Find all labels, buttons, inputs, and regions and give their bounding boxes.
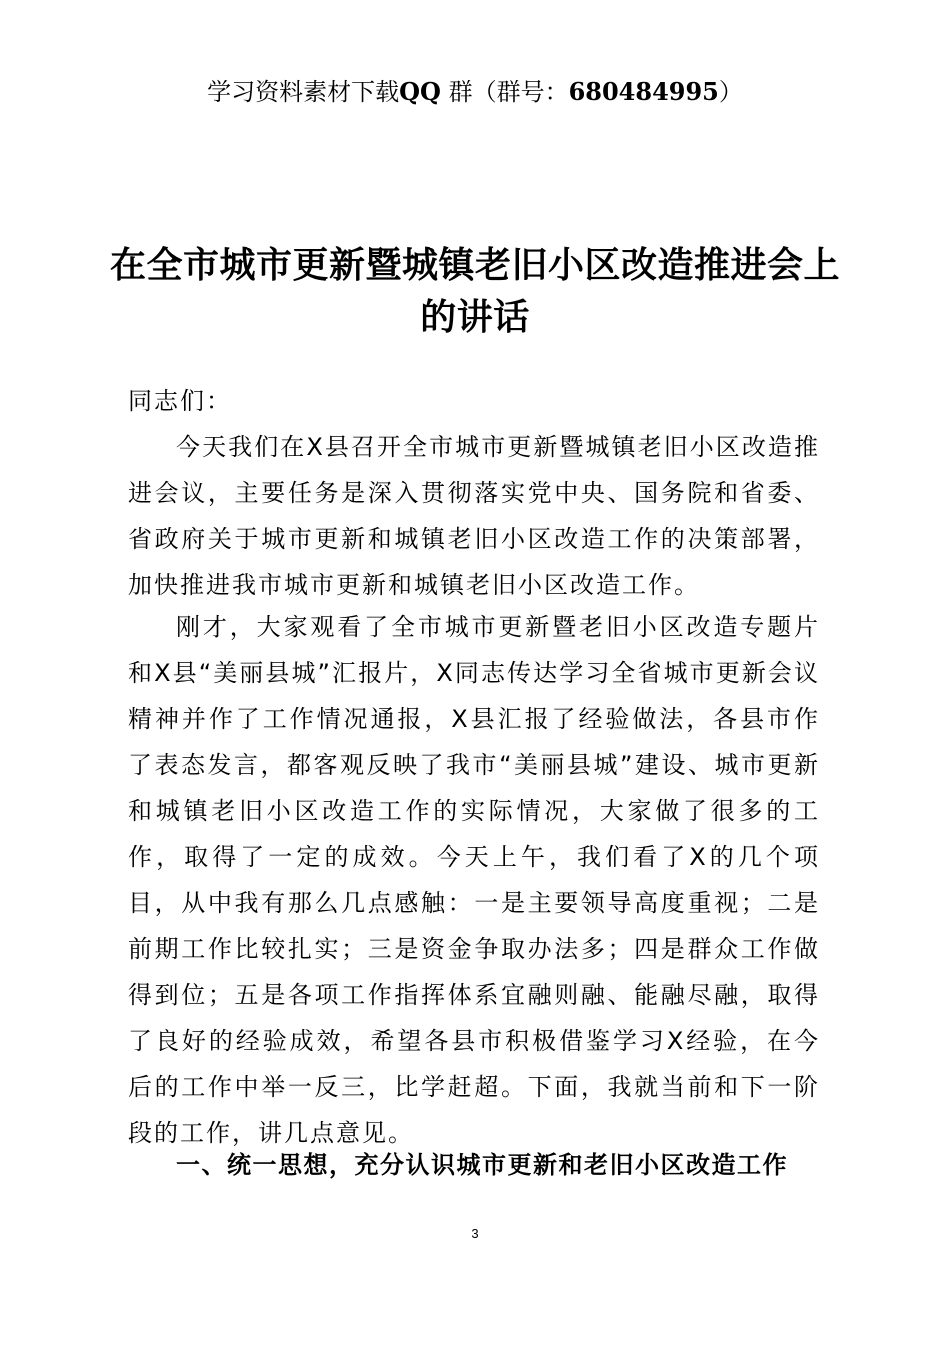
paragraph-2: 刚才，大家观看了全市城市更新暨老旧小区改造专题片和X县“美丽县城”汇报片，X同志传达学习全省城市更新会议精神并作了工作情况通报，X县汇报了经验做法，各县市作了表态发言，都客观反映了我市“美丽县城”建设、城市更新和城镇老旧小区改造工作的实际情况，大家做了很多的工作，取得了一定的成效。今天上午，我们看了X的几个项目，从中我有那么几点感触：一是主要领导高度重视；二是前期工作比较扎实；三是资金争取办法多；四是群众工作做得到位；五是各项工作指挥体系宜融则融、能融尽融，取得了良好的经验成效，希望各县市积极借鉴学习X经验，在今后的工作中举一反三，比学赶超。下面，我就当前和下一阶段的工作，讲几点意见。 [128,613,820,1147]
salutation: 同志们： [128,387,232,415]
paragraph-1: 今天我们在X县召开全市城市更新暨城镇老旧小区改造推进会议，主要任务是深入贯彻落实党中央、国务院和省委、省政府关于城市更新和城镇老旧小区改造工作的决策部署，加快推进我市城市更新和城镇老旧小区改造工作。 [128,433,820,599]
header-suffix: ） [718,78,743,106]
header-group-number: 680484995 [568,77,719,106]
page-number: 3 [471,1226,479,1241]
header-prefix: 学习资料素材下载 [207,78,400,106]
header-middle: 群（群号： [440,78,569,106]
header-qq: QQ [399,77,441,106]
document-title: 在全市城市更新暨城镇老旧小区改造推进会上的讲话 [110,245,841,338]
section-heading: 一、统一思想，充分认识城市更新和老旧小区改造工作 [176,1151,788,1179]
page-header [0,76,950,108]
